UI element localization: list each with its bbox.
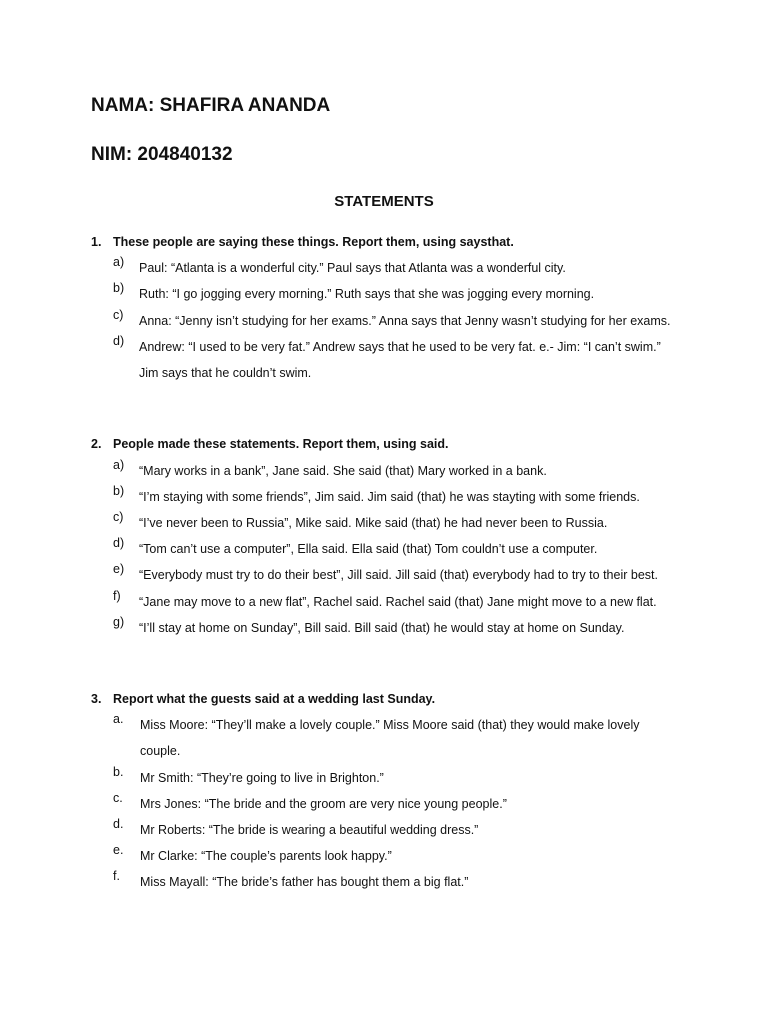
list-item: c) “I’ve never been to Russia”, Mike said. Mike said (that) he had never been to Russia. [113,510,608,530]
list-item: f) “Jane may move to a new flat”, Rachel said. Rachel said (that) Jane might move to a new flat. [113,589,657,609]
list-item: e) “Everybody must try to do their best”, Jill said. Jill said (that) everybody had to try to their best. [113,562,658,582]
section-3-prompt: 3. Report what the guests said at a wedding last Sunday. [91,692,436,706]
list-item: f. Miss Mayall: “The bride’s father has bought them a big flat.” [113,869,469,889]
list-item: b) Ruth: “I go jogging every morning.” Ruth says that she was jogging every morning. [113,281,595,301]
list-item: d. Mr Roberts: “The bride is wearing a beautiful wedding dress.” [113,817,479,837]
list-item: d) Andrew: “I used to be very fat.” Andrew says that he used to be very fat. e.- Jim: “I can’t swim.” Jim says that he couldn’t swim. [113,334,661,380]
list-item: a) “Mary works in a bank”, Jane said. She said (that) Mary worked in a bank. [113,458,547,478]
list-item: b) “I’m staying with some friends”, Jim said. Jim said (that) he was stayting with some friends. [113,484,640,504]
list-item: c) Anna: “Jenny isn’t studying for her exams.” Anna says that Jenny wasn’t studying for her exams. [113,308,671,328]
student-name: NAMA: SHAFIRA ANANDA [91,95,331,116]
list-item: d) “Tom can’t use a computer”, Ella said. Ella said (that) Tom couldn’t use a computer. [113,536,598,556]
list-item: g) “I’ll stay at home on Sunday”, Bill said. Bill said (that) he would stay at home on Sunday. [113,615,625,635]
document-title: STATEMENTS [334,193,434,210]
section-2-prompt: 2. People made these statements. Report them, using said. [91,437,449,451]
list-item: e. Mr Clarke: “The couple’s parents look happy.” [113,843,392,863]
section-1-prompt: 1. These people are saying these things. Report them, using saysthat. [91,235,514,249]
list-item: a) Paul: “Atlanta is a wonderful city.” Paul says that Atlanta was a wonderful city. [113,255,566,275]
list-item: a. Miss Moore: “They’ll make a lovely couple.” Miss Moore said (that) they would make lovely couple. [113,712,640,758]
list-item: c. Mrs Jones: “The bride and the groom are very nice young people.” [113,791,507,811]
student-nim: NIM: 204840132 [91,144,233,165]
list-item: b. Mr Smith: “They’re going to live in Brighton.” [113,765,384,785]
